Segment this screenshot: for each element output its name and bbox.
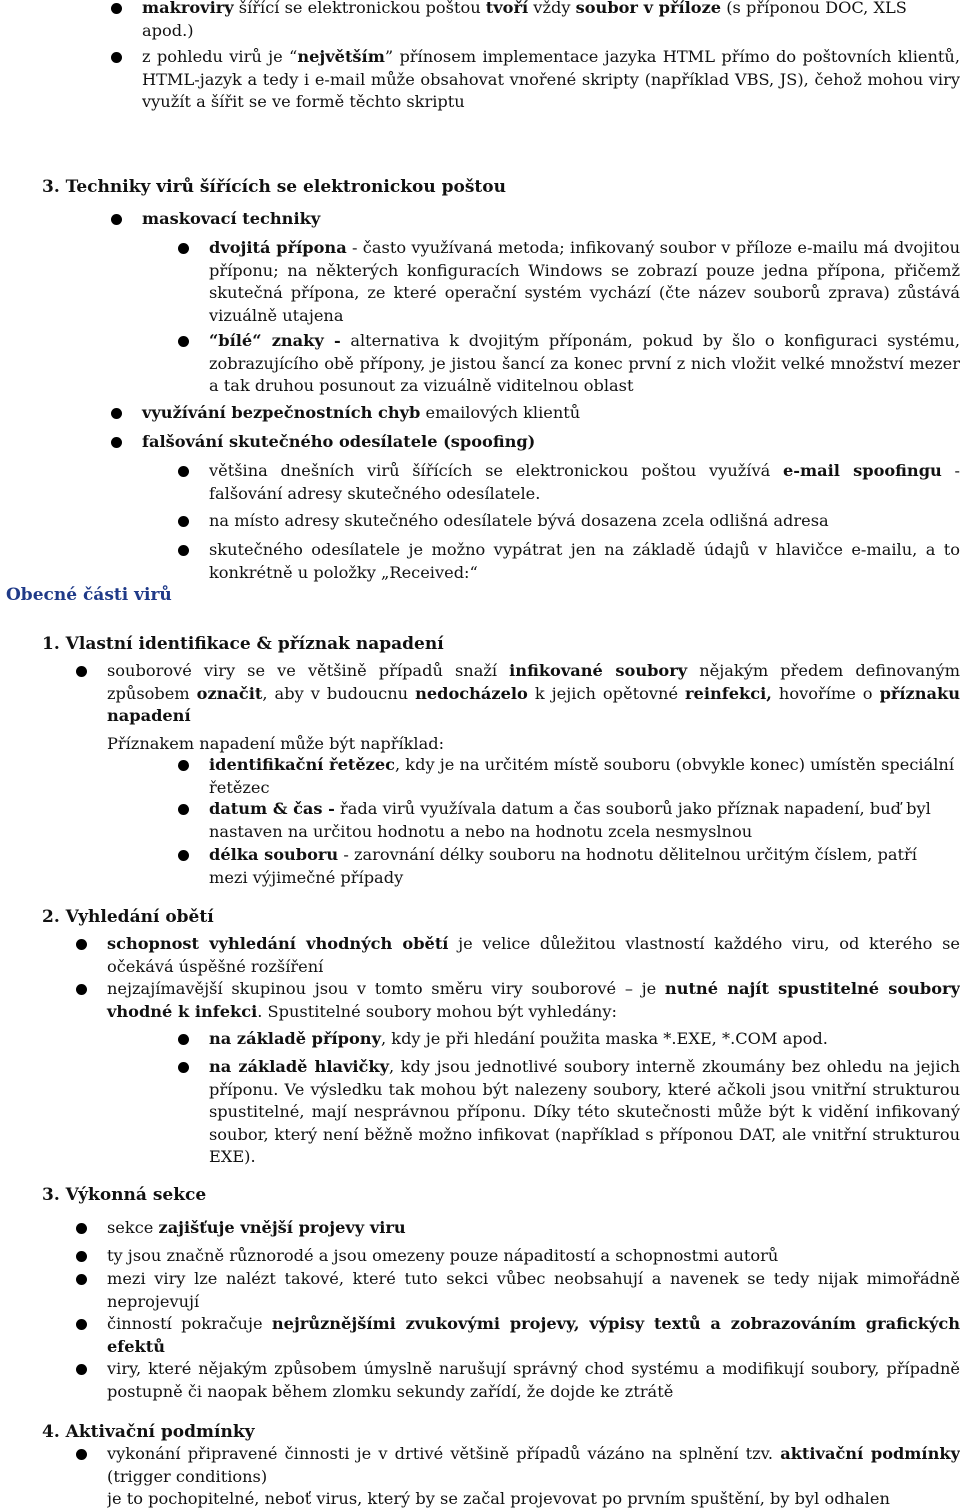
text: je velice důležitou vlastností každého viru, od kterého se očekává úspěšné rozšíření bbox=[107, 934, 960, 976]
text: nejzajímavější skupinou jsou v tomto směru viry souborové – je bbox=[107, 979, 665, 998]
term: nutné najít spustitelné soubory vhodné k infekci bbox=[107, 979, 960, 1021]
text: k jejich opětovné bbox=[527, 683, 686, 703]
text: většina dnešních virů šířících se elektronickou poštou využívá bbox=[209, 461, 783, 480]
term: využívání bezpečnostních chyb bbox=[142, 403, 421, 422]
text: maskovací techniky bbox=[142, 209, 321, 228]
list-item-html bbox=[142, 46, 960, 114]
list-item-souborove bbox=[107, 978, 960, 1023]
list-item-dvojita-pripona bbox=[209, 237, 960, 327]
text: z pohledu virů je “ bbox=[142, 47, 298, 66]
list-item-oznaceni bbox=[107, 660, 960, 728]
list-item-sekce bbox=[107, 1217, 960, 1240]
text: viry, které nějakým způsobem úmyslně narušují správný chod systému a modifikují soubory, případně postupně či naopak během zlomku sekundy zařídí, že dojde ke ztrátě bbox=[107, 1359, 960, 1401]
text: sekce bbox=[107, 1218, 159, 1237]
list-item-bezpecnostni-chyby bbox=[142, 402, 960, 425]
list-item-cinnosti bbox=[107, 1313, 960, 1358]
list-item-hlavicky bbox=[209, 1056, 960, 1169]
term: aktivační podmínky bbox=[780, 1444, 960, 1463]
term: makroviry bbox=[142, 0, 234, 17]
text: činností pokračuje bbox=[107, 1314, 272, 1333]
text: na místo adresy skutečného odesílatele bývá dosazena zcela odlišná adresa bbox=[209, 511, 829, 530]
text: , kdy jsou jednotlivé soubory interně zkoumány bez ohledu na jejich příponu. Ve výsledku tak mohou být nalezeny soubory, které ačkoli jsou vnitřní strukturou spustitelné, mají nesprávnou příponu. Díky této skutečnosti může být k vidění infikovaný soubor, který není běžně možno infikovat (například s příponou DAT, ale vnitřní strukturou EXE). bbox=[209, 1057, 960, 1167]
term: nejrůznějšími zvukovými projevy, výpisy textů a zobrazováním grafických efektů bbox=[107, 1314, 960, 1356]
paragraph-priznakem: Příznakem napadení může být například: bbox=[107, 734, 445, 753]
list-item-spoofing-1 bbox=[209, 460, 960, 505]
text: šířící se elektronickou poštou bbox=[233, 0, 486, 17]
text: hovoříme o bbox=[771, 683, 880, 703]
term: “bílé“ znaky - bbox=[209, 331, 341, 350]
text: alternativa k dvojitým příponám, pokud by šlo o konfiguraci systému, zobrazujícího obě přípony, je jistou šancí za konec první z nich vložit velké množství mezer a tak druhou posunout za vizuálně viditelnou oblast bbox=[209, 331, 960, 396]
list-item-bile-znaky bbox=[209, 330, 960, 398]
term: dvojitá přípona bbox=[209, 238, 347, 257]
text: mezi viry lze nalézt takové, které tuto sekci vůbec neobsahují a navenek se tedy nijak mimořádně neprojevují bbox=[107, 1269, 960, 1311]
text: , aby v budoucnu bbox=[262, 683, 416, 703]
term: soubor v příloze bbox=[575, 0, 722, 17]
list-item-neobsahuji bbox=[107, 1268, 960, 1313]
list-item-datum-cas bbox=[209, 798, 960, 843]
list-item-schopnost bbox=[107, 933, 960, 978]
section-heading-vykonna: 3. Výkonná sekce bbox=[42, 1185, 207, 1205]
list-item-identifikacni-retezec bbox=[209, 754, 960, 799]
section-heading-identifikace: 1. Vlastní identifikace & příznak napadení bbox=[42, 634, 444, 654]
text: emailových klientů bbox=[420, 403, 581, 422]
text: skutečného odesílatele je možno vypátrat jen na základě údajů v hlavičce e-mailu, a to konkrétně u položky „Received:“ bbox=[209, 540, 960, 582]
list-item-maskovaci bbox=[142, 208, 960, 231]
text: je to pochopitelné, neboť virus, který by se začal projevovat po prvním spuštění, by byl odhalen bbox=[107, 1489, 890, 1508]
text: . Spustitelné soubory mohou být vyhledány: bbox=[257, 1001, 617, 1021]
term: datum & čas - bbox=[209, 799, 335, 818]
list-item-makroviry bbox=[142, 0, 960, 42]
list-item-spoofing bbox=[142, 431, 960, 454]
text: - často využívaná metoda; infikovaný soubor v příloze e-mailu má dvojitou příponu; na některých konfiguracích Windows se zobrazí pouze jedna přípona, přičemž skutečná přípona, ze které operační systém vychází (čte název souborů zprava) zůstává vizuálně utajena bbox=[209, 238, 960, 325]
list-item-spoofing-2 bbox=[209, 510, 960, 533]
section-heading-vyhledani: 2. Vyhledání obětí bbox=[42, 907, 214, 927]
text: (trigger conditions) bbox=[107, 1466, 268, 1486]
list-item-naruseni bbox=[107, 1358, 960, 1403]
term: schopnost vyhledání vhodných obětí bbox=[107, 934, 449, 953]
term: na základě hlavičky bbox=[209, 1057, 389, 1076]
term: tvoří bbox=[485, 0, 529, 17]
term: na základě přípony bbox=[209, 1029, 381, 1048]
text: vykonání připravené činnosti je v drtivé většině případů vázáno na splnění tzv. bbox=[107, 1444, 781, 1463]
term: identifikační řetězec bbox=[209, 755, 395, 774]
text: řada virů využívala datum a čas souborů jako příznak napadení, buď byl nastaven na určitou hodnotu a nebo na hodnotu zcela nesmyslnou bbox=[209, 799, 931, 841]
list-item-vykonani bbox=[107, 1443, 960, 1488]
text: souborové viry se ve většině případů snaží bbox=[107, 661, 510, 680]
section-heading-aktivacni: 4. Aktivační podmínky bbox=[42, 1422, 255, 1442]
text: , kdy je na určitém místě souboru (obvykle konec) umístěn speciální řetězec bbox=[209, 755, 955, 797]
text: (s příponou DOC, XLS apod.) bbox=[142, 0, 907, 40]
list-item-delka-souboru bbox=[209, 844, 960, 889]
text: vždy bbox=[528, 0, 576, 17]
list-item-pripony bbox=[209, 1028, 960, 1051]
text: nějakým předem definovaným způsobem bbox=[107, 661, 960, 703]
list-item-spoofing-3 bbox=[209, 539, 960, 584]
text: - zarovnání délky souboru na hodnotu dělitelnou určitým číslem, patří mezi výjimečné případy bbox=[209, 845, 917, 887]
term: nedocházelo bbox=[415, 683, 528, 703]
text: ” přínosem implementace jazyka HTML přímo do poštovních klientů, HTML-jazyk a tedy i e-mail může obsahovat vnořené skripty (například VBS, JS), čehož mohou viry využít a šířit se ve formě těchto skriptu bbox=[142, 47, 960, 112]
term: infikované soubory bbox=[509, 661, 688, 680]
term: označit bbox=[196, 683, 263, 703]
term: největším bbox=[297, 47, 385, 66]
text: - falšování adresy skutečného odesílatele. bbox=[209, 461, 960, 503]
section-heading-techniky: 3. Techniky virů šířících se elektronickou poštou bbox=[42, 177, 506, 197]
term: délka souboru bbox=[209, 845, 339, 864]
list-item-pochopitelne bbox=[107, 1488, 960, 1511]
term: e-mail spoofingu bbox=[782, 461, 942, 480]
text: falšování skutečného odesílatele (spoofing) bbox=[142, 432, 536, 451]
text: , kdy je při hledání použita maska *.EXE, *.COM apod. bbox=[380, 1029, 828, 1048]
chapter-title: Obecné části virů bbox=[6, 585, 172, 605]
term: příznaku napadení bbox=[107, 683, 960, 726]
list-item-ruznorode bbox=[107, 1245, 960, 1268]
term: reinfekci, bbox=[685, 683, 772, 703]
term: zajišťuje vnější projevy viru bbox=[158, 1218, 406, 1237]
text: ty jsou značně různorodé a jsou omezeny pouze nápaditostí a schopnostmi autorů bbox=[107, 1246, 779, 1265]
